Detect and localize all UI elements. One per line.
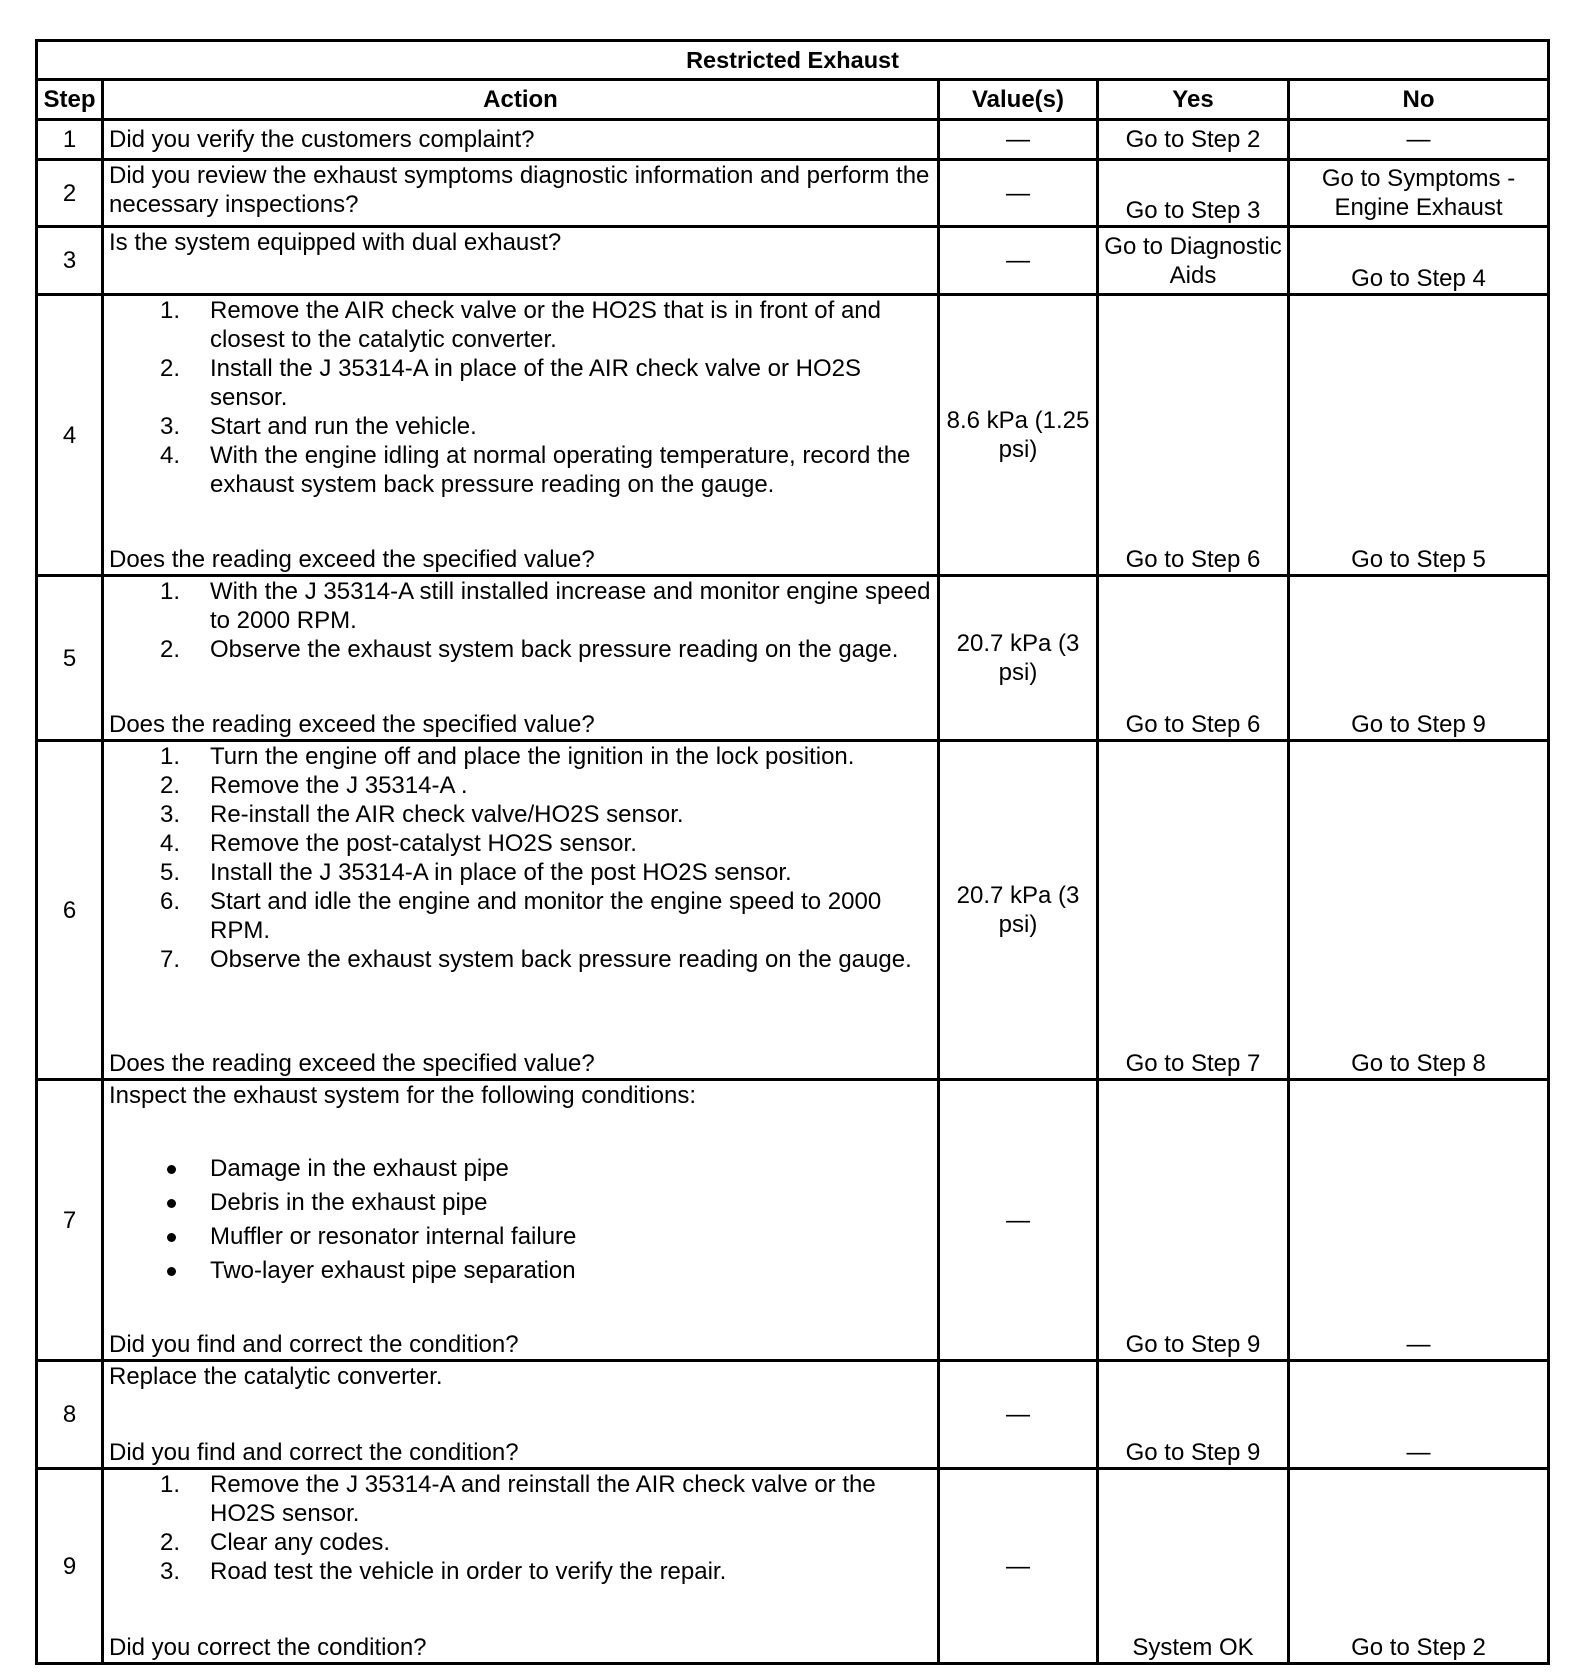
procedure-item: 2. Remove the J 35314-A .	[160, 772, 468, 799]
no-cell: Go to Step 2	[1289, 1469, 1549, 1664]
yes-cell: Go to Step 9	[1098, 1080, 1289, 1361]
value-cell: —	[939, 1469, 1098, 1664]
table-row	[37, 120, 1549, 160]
header-no: No	[1289, 80, 1549, 120]
no-cell: —	[1289, 120, 1549, 160]
step-number: 8	[37, 1361, 103, 1469]
procedure-item: 2. Clear any codes.	[160, 1529, 391, 1556]
bullet-icon	[167, 1165, 176, 1174]
procedure-item: 1. Remove the AIR check valve or the HO2S that is in front of and closest to the catalytic converter.	[160, 297, 882, 353]
procedure-list	[109, 577, 932, 664]
table-row	[37, 295, 1549, 576]
table-row	[37, 160, 1549, 227]
action-cell	[103, 1469, 939, 1664]
step-number: 5	[37, 576, 103, 741]
question-text: Does the reading exceed the specified value?	[109, 711, 595, 738]
no-cell: Go to Step 8	[1289, 741, 1549, 1080]
step-number: 3	[37, 227, 103, 295]
procedure-item: 2. Observe the exhaust system back pressure reading on the gage.	[160, 636, 899, 663]
value-cell: 20.7 kPa (3 psi)	[939, 741, 1098, 1080]
procedure-list	[109, 296, 932, 499]
procedure-item: 1. With the J 35314-A still installed increase and monitor engine speed to 2000 RPM.	[160, 578, 931, 634]
procedure-item: 2. Install the J 35314-A in place of the AIR check valve or HO2S sensor.	[160, 355, 862, 411]
question-text: Did you find and correct the condition?	[109, 1439, 519, 1466]
table-row	[37, 227, 1549, 295]
no-cell: Go to Step 9	[1289, 576, 1549, 741]
procedure-item: 7. Observe the exhaust system back pressure reading on the gauge.	[160, 946, 912, 973]
table-row	[37, 1469, 1549, 1664]
yes-cell: Go to Diagnostic Aids	[1098, 227, 1289, 295]
procedure-item: 3. Re-install the AIR check valve/HO2S sensor.	[160, 801, 684, 828]
yes-cell: Go to Step 6	[1098, 295, 1289, 576]
procedure-item: 3. Start and run the vehicle.	[160, 413, 477, 440]
action-cell	[103, 1080, 939, 1361]
procedure-item: 5. Install the J 35314-A in place of the post HO2S sensor.	[160, 859, 792, 886]
action-cell	[103, 576, 939, 741]
table-row	[37, 1080, 1549, 1361]
step-number: 1	[37, 120, 103, 160]
no-cell: —	[1289, 1080, 1549, 1361]
yes-cell: System OK	[1098, 1469, 1289, 1664]
header-action: Action	[103, 80, 939, 120]
table-row	[37, 741, 1549, 1080]
condition-item: Two-layer exhaust pipe separation	[109, 1254, 932, 1288]
value-cell: —	[939, 120, 1098, 160]
no-cell: Go to Step 5	[1289, 295, 1549, 576]
action-cell	[103, 1361, 939, 1469]
procedure-item: 4. With the engine idling at normal operating temperature, record the exhaust system back pressure reading on the gauge.	[160, 442, 911, 498]
value-cell: 20.7 kPa (3 psi)	[939, 576, 1098, 741]
condition-list	[109, 1152, 932, 1288]
no-cell: Go to Step 4	[1289, 227, 1549, 295]
value-cell: 8.6 kPa (1.25 psi)	[939, 295, 1098, 576]
value-cell: —	[939, 1080, 1098, 1361]
action-text: Did you review the exhaust symptoms diagnostic information and perform the necessary inspections?	[103, 160, 939, 227]
procedure-item: 6. Start and idle the engine and monitor the engine speed to 2000 RPM.	[160, 888, 882, 944]
condition-item: Muffler or resonator internal failure	[109, 1220, 932, 1254]
action-text: Did you verify the customers complaint?	[103, 120, 939, 160]
restricted-exhaust-table	[35, 39, 1550, 1665]
step-number: 6	[37, 741, 103, 1080]
intro-text: Replace the catalytic converter.	[109, 1363, 443, 1390]
step-number: 2	[37, 160, 103, 227]
no-cell: —	[1289, 1361, 1549, 1469]
header-values: Value(s)	[939, 80, 1098, 120]
bullet-icon	[167, 1267, 176, 1276]
bullet-icon	[167, 1199, 176, 1208]
question-text: Did you find and correct the condition?	[109, 1331, 519, 1358]
condition-item: Debris in the exhaust pipe	[109, 1186, 932, 1220]
yes-cell: Go to Step 9	[1098, 1361, 1289, 1469]
table-title: Restricted Exhaust	[37, 41, 1549, 80]
action-text: Is the system equipped with dual exhaust?	[103, 227, 939, 295]
procedure-list	[109, 1470, 932, 1586]
intro-text: Inspect the exhaust system for the following conditions:	[109, 1082, 696, 1109]
condition-item: Damage in the exhaust pipe	[109, 1152, 932, 1186]
header-yes: Yes	[1098, 80, 1289, 120]
bullet-icon	[167, 1233, 176, 1242]
procedure-item: 4. Remove the post-catalyst HO2S sensor.	[160, 830, 637, 857]
yes-cell: Go to Step 6	[1098, 576, 1289, 741]
procedure-item: 1. Turn the engine off and place the ignition in the lock position.	[160, 743, 855, 770]
value-cell: —	[939, 227, 1098, 295]
question-text: Did you correct the condition?	[109, 1634, 427, 1661]
yes-cell: Go to Step 2	[1098, 120, 1289, 160]
value-cell: —	[939, 160, 1098, 227]
step-number: 9	[37, 1469, 103, 1664]
action-cell	[103, 741, 939, 1080]
yes-cell: Go to Step 7	[1098, 741, 1289, 1080]
action-cell	[103, 295, 939, 576]
question-text: Does the reading exceed the specified value?	[109, 546, 595, 573]
table-row	[37, 1361, 1549, 1469]
table-row	[37, 576, 1549, 741]
value-cell: —	[939, 1361, 1098, 1469]
procedure-item: 1. Remove the J 35314-A and reinstall the AIR check valve or the HO2S sensor.	[160, 1471, 876, 1527]
step-number: 4	[37, 295, 103, 576]
no-cell: Go to Symptoms - Engine Exhaust	[1289, 160, 1549, 227]
step-number: 7	[37, 1080, 103, 1361]
question-text: Does the reading exceed the specified value?	[109, 1050, 595, 1077]
procedure-list	[109, 742, 932, 974]
header-step: Step	[37, 80, 103, 120]
yes-cell: Go to Step 3	[1098, 160, 1289, 227]
procedure-item: 3. Road test the vehicle in order to verify the repair.	[160, 1558, 727, 1585]
